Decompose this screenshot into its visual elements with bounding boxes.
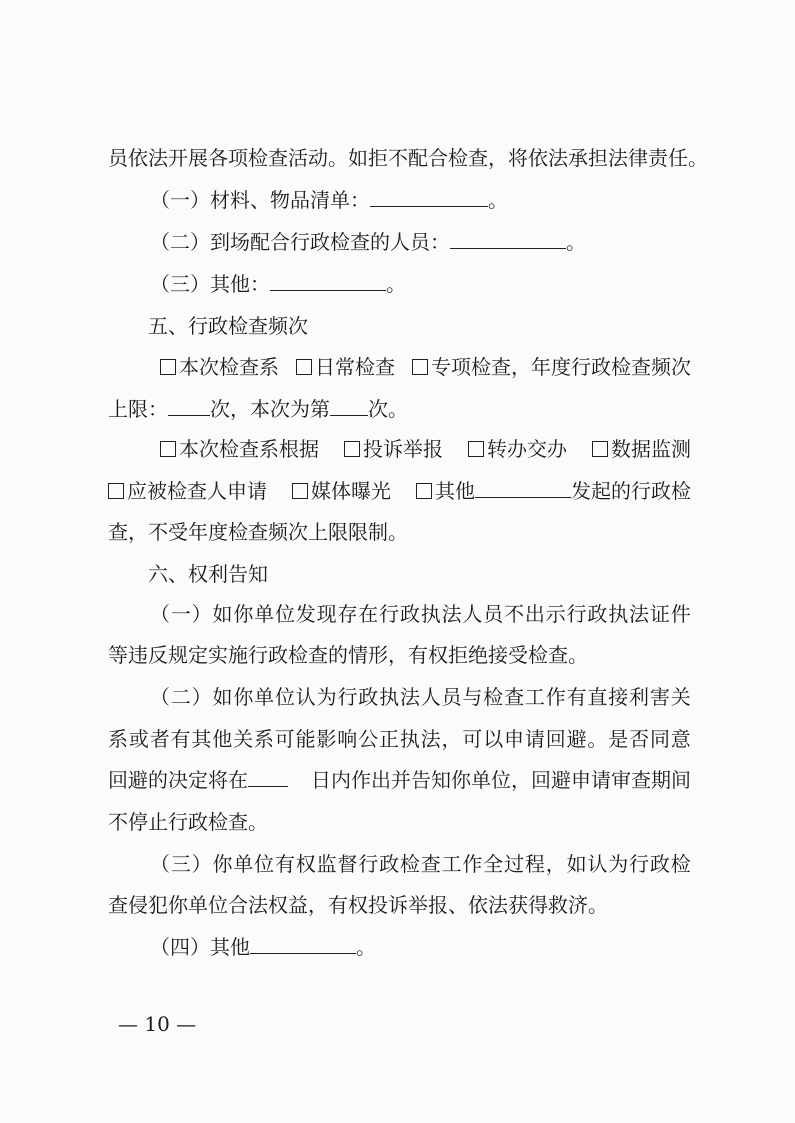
char: 利 [629,685,650,709]
paragraph-line [150,600,691,628]
char: 项 [228,146,248,170]
char: 员 [441,685,462,709]
blank-basis-other[interactable] [475,479,571,498]
checkbox-basis-other[interactable] [416,483,432,499]
char: 查 [504,685,525,709]
char: 认 [295,685,316,709]
blank-other[interactable] [270,272,386,291]
char: 。 [328,146,348,170]
blank-days[interactable] [248,768,288,787]
char: 依 [528,146,548,170]
char: 影 [316,727,337,751]
char: 认 [587,852,608,876]
char: 过 [504,852,525,876]
char: 执 [420,602,441,626]
char: 检 [248,146,268,170]
char: 以 [483,727,504,751]
char: 可 [462,727,483,751]
char: 全 [483,852,504,876]
char: （ [150,685,170,709]
char: 有 [274,852,295,876]
char: 法 [548,146,568,170]
char: ， [545,852,566,876]
char: 法 [629,602,650,626]
char: 。 [587,727,608,751]
checkbox-complaint[interactable] [344,441,360,457]
basis-line-2: 应被检查人申请 媒体曝光 其他 发起的行政检 [108,477,691,505]
char: 三 [170,852,191,876]
char: 作 [545,685,566,709]
char: 发 [295,602,316,626]
char: 执 [379,685,400,709]
paragraph-line: 不停止行政检查。 [108,810,268,834]
char: 关 [670,685,691,709]
char: 。 [688,146,708,170]
char: 检 [483,685,504,709]
char: 是 [608,727,629,751]
char: 如 [566,852,587,876]
char: 或 [128,727,149,751]
section-heading-rights: 六、权利告知 [148,562,268,586]
char: 系 [108,727,128,751]
char: 与 [462,685,483,709]
char: 行 [379,602,400,626]
char: 同 [649,727,670,751]
section-heading-frequency: 五、行政检查频次 [148,314,308,338]
char: 位 [274,685,295,709]
char: 正 [378,727,399,751]
list-item-other: （三）其他： 。 [150,272,406,296]
char: 各 [208,146,228,170]
char: 承 [568,146,588,170]
char: 害 [649,685,670,709]
paragraph-line: 等违反规定实施行政检查的情形，有权拒绝接受检查。 [108,643,588,667]
char: 你 [233,602,254,626]
char: 申 [504,727,525,751]
char: 政 [379,852,400,876]
char: 单 [254,685,275,709]
char: 一 [170,602,191,626]
frequency-line-1: 本次检查系 日常检查 专项检查，年度行政检查频次 [160,353,691,381]
char: 有 [170,727,191,751]
list-item-rights-other: （四）其他 。 [150,935,376,959]
char: 公 [358,727,379,751]
char: 查 [268,146,288,170]
char: ， [488,146,508,170]
char: 检 [448,146,468,170]
char: 系 [253,727,274,751]
char: 任 [668,146,688,170]
blank-number[interactable] [330,397,368,416]
char: 法 [399,685,420,709]
char: 不 [388,146,408,170]
blank-limit[interactable] [168,397,210,416]
checkbox-media[interactable] [292,483,308,499]
char: 在 [358,602,379,626]
char: 关 [233,727,254,751]
char: 他 [212,727,233,751]
paragraph-line: 查，不受年度检查频次上限限制。 [108,520,408,544]
char: 法 [148,146,168,170]
char: 展 [188,146,208,170]
char: 将 [508,146,528,170]
char: 其 [191,727,212,751]
char: 位 [274,602,295,626]
char: 行 [566,602,587,626]
char: （ [150,852,170,876]
char: 如 [348,146,368,170]
char: （ [150,602,170,626]
paragraph-line [150,850,691,878]
char: 查 [420,852,441,876]
char: 证 [649,602,670,626]
char: 你 [212,852,233,876]
list-item-personnel: （二）到场配合行政检查的人员： 。 [150,230,586,254]
char: 人 [462,602,483,626]
char: 律 [628,146,648,170]
char: 不 [504,602,525,626]
char: 人 [420,685,441,709]
char: 有 [566,685,587,709]
char: 单 [254,602,275,626]
char: 件 [670,602,691,626]
char: 否 [629,727,650,751]
char: 政 [358,685,379,709]
char: 回 [545,727,566,751]
char: 示 [545,602,566,626]
char: 存 [337,602,358,626]
char: 可 [274,727,295,751]
char: 权 [295,852,316,876]
char: 担 [588,146,608,170]
char: 配 [408,146,428,170]
frequency-line-2: 上限： 次，本次为第 次。 [108,397,408,421]
char: ） [191,685,212,709]
char: 拒 [368,146,388,170]
paragraph-line: 查侵犯你单位合法权益，有权投诉举报、依法获得救济。 [108,893,608,917]
char: 员 [483,602,504,626]
checkbox-special[interactable] [412,359,428,375]
char: 督 [337,852,358,876]
char: 如 [212,685,233,709]
char: 执 [608,602,629,626]
char: 现 [316,602,337,626]
char: 法 [420,727,441,751]
char: 检 [670,852,691,876]
char: 为 [608,852,629,876]
char: 请 [524,727,545,751]
checkbox-application[interactable] [108,483,124,499]
char: 政 [649,852,670,876]
char: 责 [648,146,668,170]
char: 合 [428,146,448,170]
blank-rights-other[interactable] [250,935,356,954]
char: 监 [316,852,337,876]
char: 行 [358,852,379,876]
checkbox-current[interactable] [160,359,176,375]
char: 位 [254,852,275,876]
char: 查 [468,146,488,170]
char: 活 [288,146,308,170]
char: 意 [670,727,691,751]
char: 工 [441,852,462,876]
char: 你 [233,685,254,709]
char: 政 [399,602,420,626]
char: 开 [168,146,188,170]
char: ） [191,602,212,626]
checkbox-routine[interactable] [296,359,312,375]
char: 法 [441,602,462,626]
char: 响 [337,727,358,751]
page-number: — 10 — [118,1012,197,1036]
paragraph-line [150,683,691,711]
blank-materials[interactable] [370,188,488,207]
char: 出 [524,602,545,626]
char: 程 [524,852,545,876]
char: 为 [316,685,337,709]
char: 直 [587,685,608,709]
checkbox-referral[interactable] [468,441,484,457]
char: 能 [295,727,316,751]
paragraph-line [108,725,691,753]
paragraph-line [108,144,708,172]
char: 二 [170,685,191,709]
char: 接 [608,685,629,709]
char: ） [191,852,212,876]
checkbox-basis[interactable] [160,441,176,457]
char: 者 [149,727,170,751]
char: 法 [608,146,628,170]
char: 作 [462,852,483,876]
char: 行 [337,685,358,709]
char: 政 [587,602,608,626]
char: 如 [212,602,233,626]
blank-personnel[interactable] [450,230,566,249]
char: 依 [128,146,148,170]
char: 工 [524,685,545,709]
char: 动 [308,146,328,170]
char: ， [441,727,462,751]
char: 行 [629,852,650,876]
char: 避 [566,727,587,751]
char: 单 [233,852,254,876]
basis-line-1: 本次检查系根据 投诉举报 转办交办 数据监测 [160,435,691,463]
char: 检 [399,852,420,876]
checkbox-monitoring[interactable] [592,441,608,457]
char: 员 [108,146,128,170]
char: 执 [399,727,420,751]
list-item-materials: （一）材料、物品清单： 。 [150,188,508,212]
paragraph-line: 回避的决定将在 日内作出并告知你单位，回避申请审查期间 [108,768,691,792]
